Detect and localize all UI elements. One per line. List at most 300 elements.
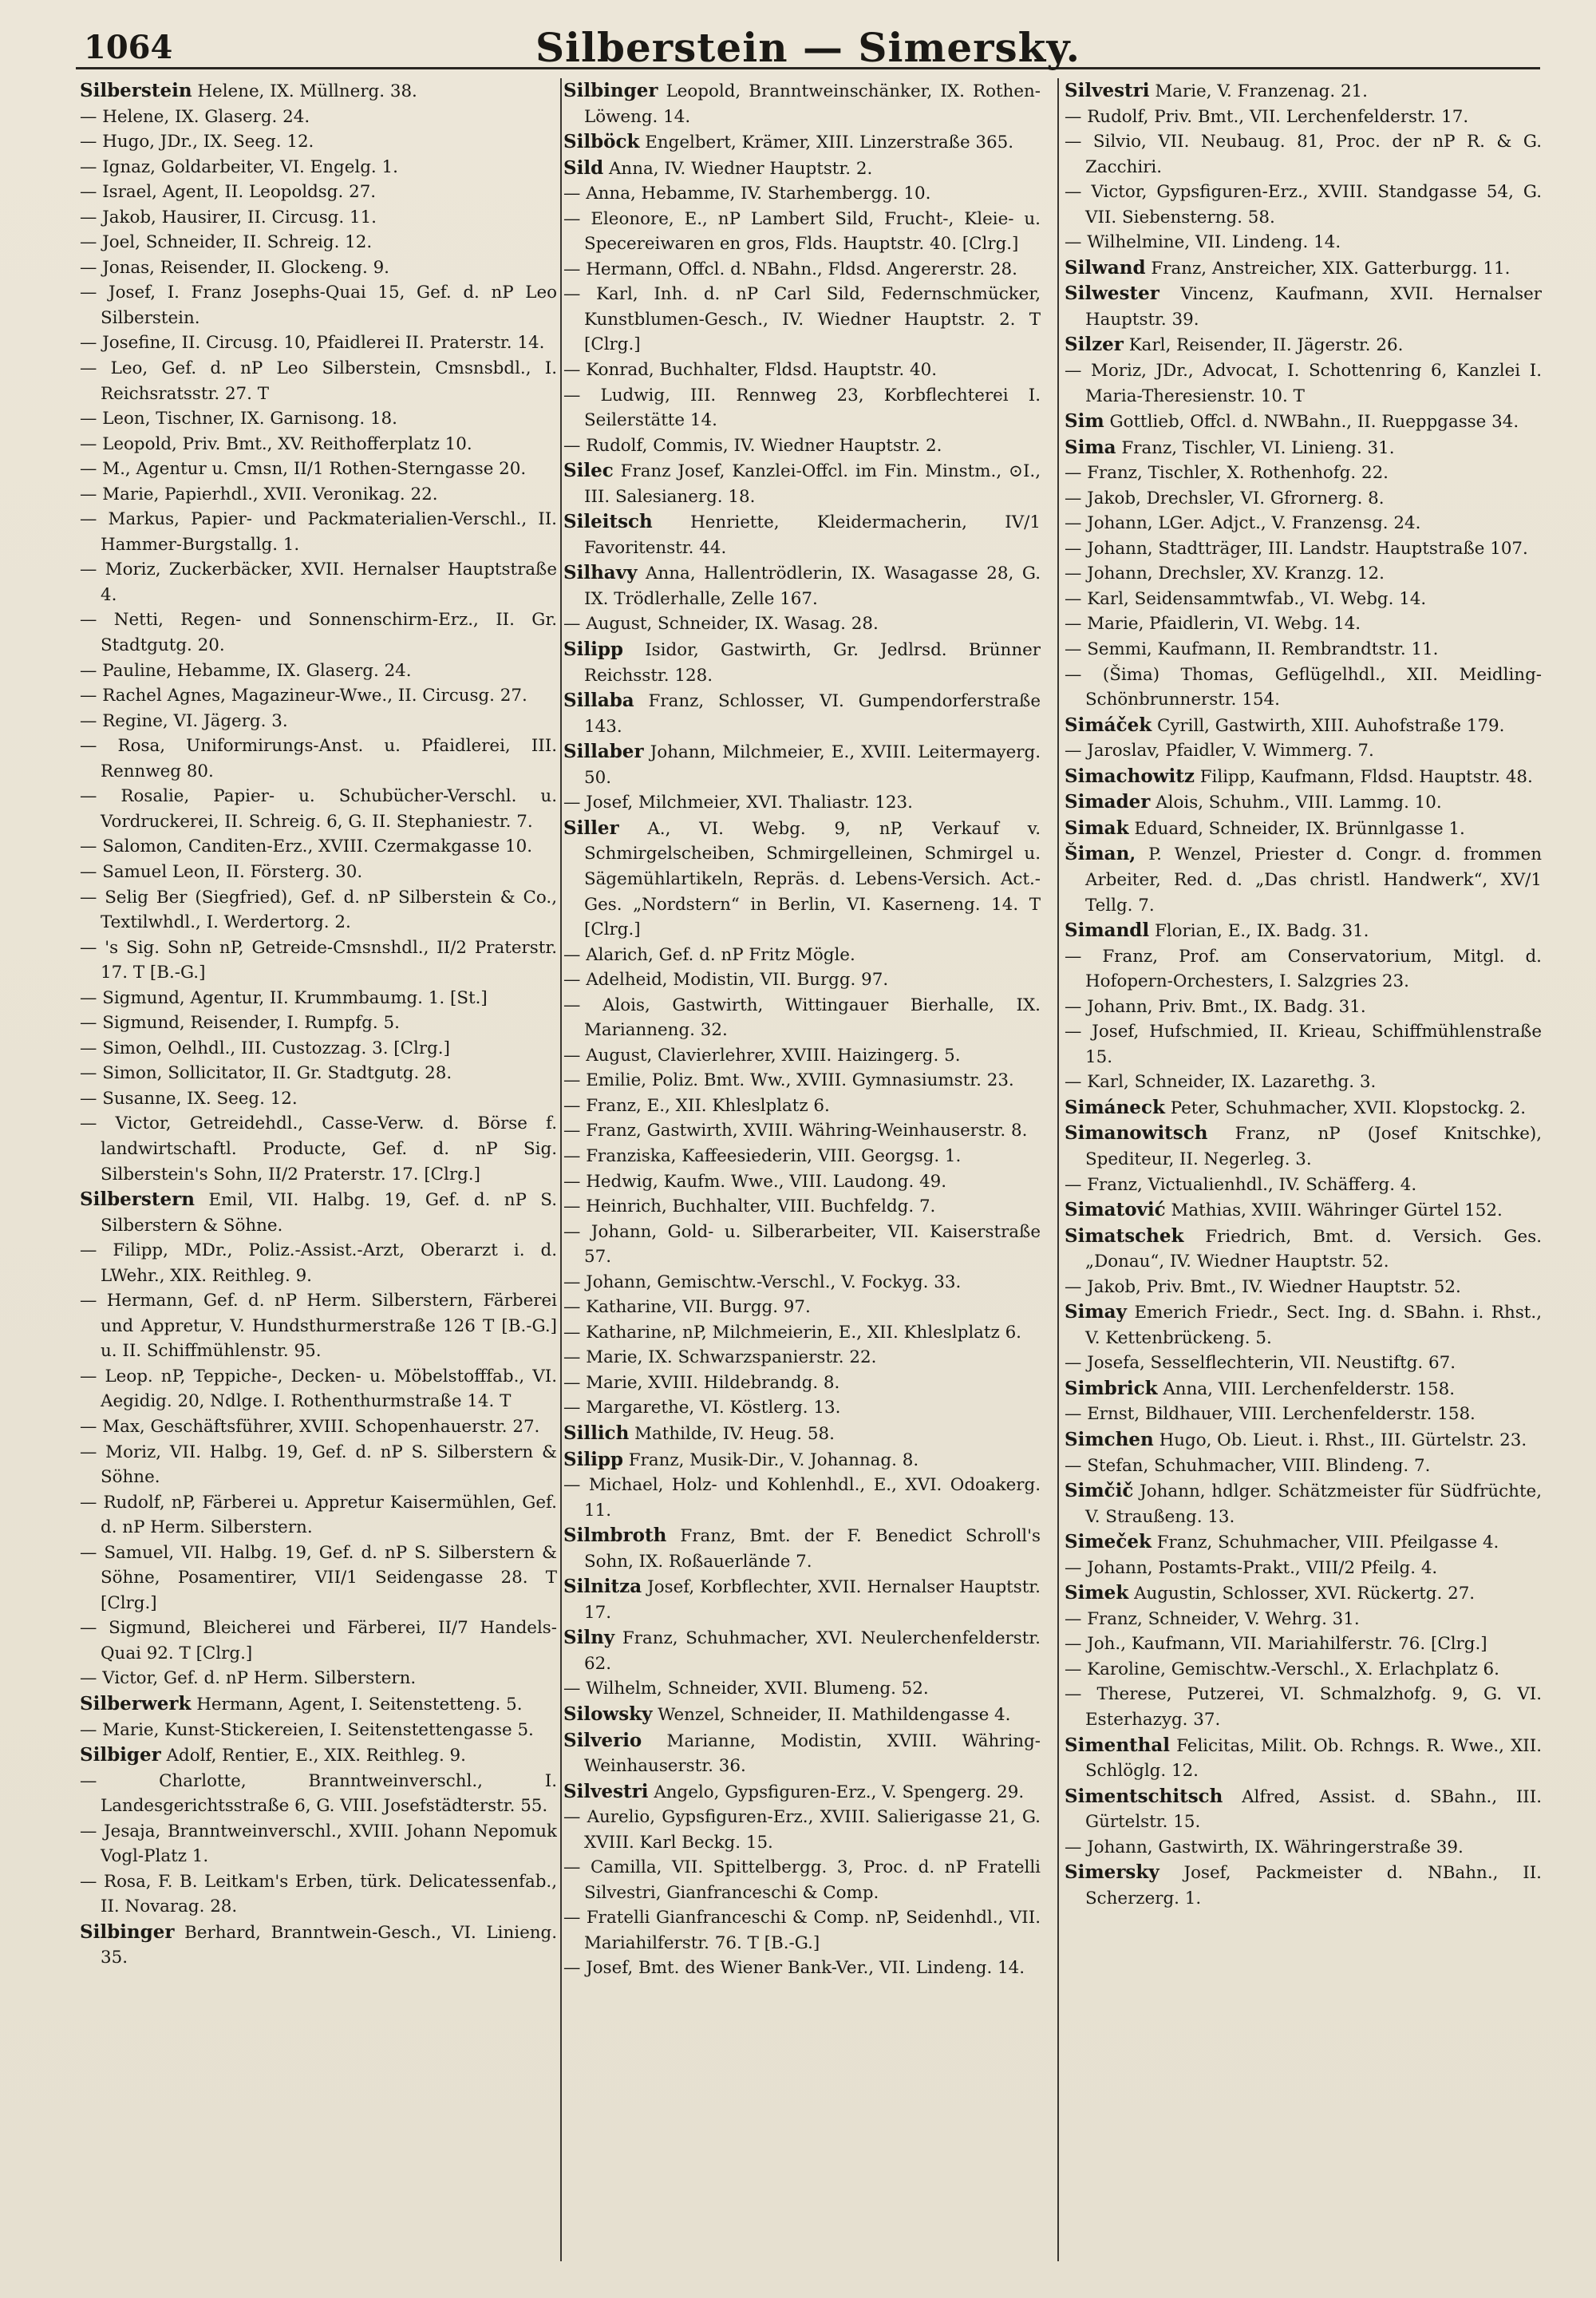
entry-surname: Simchen — [1065, 1428, 1154, 1450]
entry-surname: Simanowitsch — [1065, 1122, 1208, 1145]
entry-surname: Simatschek — [1065, 1224, 1184, 1247]
directory-entry — [1065, 1121, 1542, 1172]
entry-text: — Johann, Gemischtw.-Verschl., V. Fockyg. 33. — [563, 1272, 962, 1292]
directory-entry — [1065, 1454, 1542, 1479]
entry-surname: Silberwerk — [80, 1693, 192, 1715]
entry-text: — Leop. nP, Teppiche-, Decken- u. Möbelstofffab., VI. Aegidig. 20, Ndlge. I. Rothenthurmstraße 14. T — [80, 1366, 557, 1412]
directory-entry — [1065, 1275, 1542, 1300]
directory-entry — [563, 1905, 1041, 1956]
directory-entry — [563, 688, 1041, 739]
directory-entry — [563, 78, 1041, 129]
entry-text: Johann, hdlger. Schätzmeister für Südfrüchte, V. Straußeng. 13. — [1085, 1481, 1542, 1527]
entry-surname: Sima — [1065, 436, 1116, 458]
directory-entry — [1065, 281, 1542, 332]
running-head: Silberstein — Simersky. — [535, 24, 1081, 71]
entry-text: Engelbert, Krämer, XIII. Linzerstraße 365. — [639, 133, 1014, 153]
directory-entry — [80, 1187, 557, 1238]
entry-surname: Silipp — [563, 639, 623, 661]
directory-entry — [563, 1855, 1041, 1905]
entry-surname: Simenthal — [1065, 1734, 1171, 1756]
directory-entry — [1065, 230, 1542, 255]
entry-surname: Šiman, — [1065, 843, 1136, 865]
directory-entry — [1065, 435, 1542, 461]
entry-text: — Aurelio, Gypsfiguren-Erz., XVIII. Salierigasse 21, G. XVIII. Karl Beckg. 15. — [563, 1807, 1041, 1853]
entry-text: Cyrill, Gastwirth, XIII. Auhofstraße 179. — [1152, 715, 1505, 736]
entry-text: — August, Schneider, IX. Wasag. 28. — [563, 614, 879, 635]
directory-entry — [80, 1920, 557, 1971]
entry-text: — Simon, Oelhdl., III. Custozzag. 3. [Clrg.] — [80, 1038, 450, 1058]
directory-entry — [563, 383, 1041, 433]
entry-text: — Israel, Agent, II. Leopoldsg. 27. — [80, 182, 377, 203]
directory-entry — [1065, 1197, 1542, 1224]
directory-entry — [80, 860, 557, 885]
column-3 — [1065, 78, 1542, 2265]
entry-surname: Simersky — [1065, 1861, 1159, 1884]
directory-entry — [563, 1043, 1041, 1069]
entry-surname: Silvestri — [563, 1780, 649, 1802]
directory-entry — [80, 1036, 557, 1062]
directory-entry — [80, 1541, 557, 1616]
directory-entry — [563, 1220, 1041, 1270]
directory-entry — [563, 1523, 1041, 1574]
entry-text: — Netti, Regen- und Sonnenschirm-Erz., II. Gr. Stadtgutg. 20. — [80, 610, 557, 656]
entry-text: — Filipp, MDr., Poliz.-Assist.-Arzt, Oberarzt i. d. LWehr., XIX. Reithleg. 9. — [80, 1240, 557, 1286]
entry-surname: Silbinger — [563, 80, 658, 101]
entry-text: — Marie, Pfaidlerin, VI. Webg. 14. — [1065, 614, 1361, 635]
directory-entry — [80, 709, 557, 734]
entry-text: — Samuel, VII. Halbg. 19, Gef. d. nP S. Silberstern & Söhne, Posamentirer, VII/1 Seidengasse 28. T [Clrg.] — [80, 1542, 557, 1613]
directory-entry — [1065, 1632, 1542, 1657]
directory-entry — [563, 1676, 1041, 1702]
entry-text: Hermann, Agent, I. Seitenstetteng. 5. — [191, 1695, 523, 1715]
directory-entry — [80, 432, 557, 457]
entry-text: — Marie, Papierhdl., XVII. Veronikag. 22. — [80, 484, 438, 504]
entry-text: — Marie, Kunst-Stickereien, I. Seitenstettengasse 5. — [80, 1719, 534, 1740]
directory-entry — [563, 1144, 1041, 1169]
entry-surname: Sillich — [563, 1422, 630, 1444]
entry-text: — Rosa, Uniformirungs-Anst. u. Pfaidlerei, III. Rennweg 80. — [80, 736, 557, 781]
entry-text: — Alarich, Gef. d. nP Fritz Mögle. — [563, 944, 855, 965]
entry-text: — Stefan, Schuhmacher, VIII. Blindeng. 7. — [1065, 1455, 1431, 1476]
directory-entry — [1065, 1427, 1542, 1454]
entry-surname: Simader — [1065, 791, 1151, 813]
entry-surname: Silowsky — [563, 1703, 653, 1725]
entry-text: Emerich Friedr., Sect. Ing. d. SBahn. i. Rhst., V. Kettenbrückeng. 5. — [1085, 1303, 1542, 1348]
directory-entry — [1065, 1095, 1542, 1121]
column-2 — [563, 78, 1041, 2265]
entry-text: — Samuel Leon, II. Försterg. 30. — [80, 861, 363, 882]
entry-text: — Simon, Sollicitator, II. Gr. Stadtgutg. 28. — [80, 1063, 452, 1084]
directory-entry — [80, 1364, 557, 1414]
entry-text: — Hermann, Offcl. d. NBahn., Fldsd. Angererstr. 28. — [563, 259, 1017, 279]
entry-text: — Ludwig, III. Rennweg 23, Korbflechterei I. Seilerstätte 14. — [563, 385, 1041, 431]
directory-entry — [563, 129, 1041, 156]
directory-entry — [1065, 1224, 1542, 1275]
directory-entry — [1065, 78, 1542, 105]
entry-text: — Therese, Putzerei, VI. Schmalzhofg. 9, G. VI. Esterhazyg. 37. — [1065, 1684, 1542, 1730]
entry-text: Anna, VIII. Lerchenfelderstr. 158. — [1157, 1378, 1456, 1399]
directory-entry — [1065, 1478, 1542, 1529]
entry-text: Josef, Korbflechter, XVII. Hernalser Hauptstr. 17. — [584, 1577, 1041, 1623]
entry-surname: Silvestri — [1065, 80, 1150, 101]
entry-text: — Semmi, Kaufmann, II. Rembrandtstr. 11. — [1065, 639, 1439, 660]
entry-text: Leopold, Branntweinschänker, IX. Rothen-Löweng. 14. — [584, 81, 1041, 127]
entry-text: Adolf, Rentier, E., XIX. Reithleg. 9. — [160, 1746, 466, 1766]
directory-entry — [1065, 1733, 1542, 1784]
directory-entry — [563, 1728, 1041, 1779]
entry-surname: Sillaber — [563, 741, 644, 763]
entry-text: Alois, Schuhm., VIII. Lammg. 10. — [1150, 793, 1442, 813]
directory-entry — [80, 1666, 557, 1691]
entry-text: — Jonas, Reisender, II. Glockeng. 9. — [80, 257, 389, 278]
directory-entry — [80, 784, 557, 834]
directory-entry — [80, 986, 557, 1011]
directory-entry — [563, 1473, 1041, 1523]
entry-text: — Moriz, VII. Halbg. 19, Gef. d. nP S. Silberstern & Söhne. — [80, 1442, 557, 1488]
directory-entry — [80, 557, 557, 607]
directory-entry — [1065, 1835, 1542, 1861]
entry-text: — Johann, Priv. Bmt., IX. Badg. 31. — [1065, 996, 1366, 1017]
directory-entry — [563, 943, 1041, 968]
entry-surname: Simeček — [1065, 1531, 1152, 1553]
entry-text: — Moriz, Zuckerbäcker, XVII. Hernalser Hauptstraße 4. — [80, 560, 557, 605]
entry-text: — Josef, Hufschmied, II. Krieau, Schiffmühlenstraße 15. — [1065, 1022, 1542, 1067]
entry-text: — Hermann, Gef. d. nP Herm. Silberstern, Färberei und Appretur, V. Hundsthurmerstraße 126 T [B.-G.] u. II. Schiffmühlenstr. 95. — [80, 1291, 557, 1362]
directory-entry — [80, 683, 557, 709]
entry-text: — Franz, Victualienhdl., IV. Schäfferg. 4. — [1065, 1174, 1417, 1195]
directory-entry — [80, 330, 557, 356]
directory-entry — [1065, 561, 1542, 587]
entry-text: Emil, VII. Halbg. 19, Gef. d. nP S. Silberstern & Söhne. — [101, 1190, 557, 1236]
entry-text: — Sigmund, Agentur, II. Krummbaumg. 1. [St.] — [80, 987, 488, 1008]
entry-text: — Ernst, Bildhauer, VIII. Lerchenfelderstr. 158. — [1065, 1404, 1476, 1425]
entry-text: Marie, V. Franzenag. 21. — [1149, 81, 1368, 101]
entry-text: — Franz, E., XII. Khleslplatz 6. — [563, 1095, 830, 1116]
directory-entry — [1065, 105, 1542, 130]
entry-text: Franz, Schlosser, VI. Gumpendorferstraße 143. — [584, 691, 1041, 737]
directory-entry — [563, 1320, 1041, 1346]
directory-entry — [1065, 944, 1542, 995]
entry-text: — Adelheid, Modistin, VII. Burgg. 97. — [563, 970, 889, 991]
entry-text: — Karl, Seidensammtwfab., VI. Webg. 14. — [1065, 588, 1427, 609]
directory-entry — [80, 507, 557, 557]
entry-text: — Sigmund, Reisender, I. Rumpfg. 5. — [80, 1013, 400, 1034]
directory-entry — [563, 1370, 1041, 1396]
entry-text: Peter, Schuhmacher, XVII. Klopstockg. 2. — [1164, 1098, 1527, 1118]
entry-surname: Sim — [1065, 410, 1104, 433]
directory-entry — [80, 129, 557, 155]
directory-entry — [1065, 486, 1542, 512]
entry-text: Felicitas, Milit. Ob. Rchngs. R. Wwe., XII. Schlöglg. 12. — [1085, 1735, 1542, 1782]
directory-entry — [1065, 1682, 1542, 1732]
directory-entry — [1065, 1860, 1542, 1911]
directory-entry — [1065, 180, 1542, 230]
directory-entry — [80, 406, 557, 432]
directory-entry — [563, 1194, 1041, 1220]
directory-entry — [563, 560, 1041, 611]
entry-text: — Karl, Schneider, IX. Lazarethg. 3. — [1065, 1072, 1377, 1093]
directory-entry — [80, 1819, 557, 1869]
entry-surname: Simáček — [1065, 714, 1152, 736]
entry-text: A., VI. Webg. 9, nP, Verkauf v. Schmirgelscheiben, Schmirgelleinen, Schmirgel u. Sägemühlartikeln, Repräs. d. Lebens-Versich. Act.-Ges. „Nordstern“ in Berlin, VI. Kaserneng. 14. T [Clrg.] — [584, 818, 1041, 940]
entry-text: Angelo, Gypsfiguren-Erz., V. Spengerg. 29. — [648, 1782, 1025, 1802]
directory-entry — [563, 1295, 1041, 1320]
directory-entry — [80, 1440, 557, 1490]
directory-entry — [80, 205, 557, 231]
entry-text: — Max, Geschäftsführer, XVIII. Schopenhauerstr. 27. — [80, 1416, 540, 1437]
directory-entry — [1065, 409, 1542, 435]
entry-surname: Simáneck — [1065, 1096, 1165, 1118]
directory-entry — [1065, 1529, 1542, 1556]
entry-text: — Pauline, Hebamme, IX. Glaserg. 24. — [80, 660, 412, 681]
directory-entry — [1065, 1657, 1542, 1683]
directory-entry — [1065, 1070, 1542, 1095]
directory-entry — [563, 1447, 1041, 1473]
entry-text: Isidor, Gastwirth, Gr. Jedlrsd. Brünner Reichsstr. 128. — [584, 640, 1041, 686]
entry-text: — Johann, Postamts-Prakt., VIII/2 Pfeilg. 4. — [1065, 1557, 1438, 1578]
entry-text: — M., Agentur u. Cmsn, II/1 Rothen-Sterngasse 20. — [80, 459, 527, 480]
entry-text: — Joh., Kaufmann, VII. Mariahilferstr. 76. [Clrg.] — [1065, 1634, 1487, 1655]
directory-entry — [563, 1118, 1041, 1144]
entry-text: — Rudolf, Commis, IV. Wiedner Hauptstr. 2. — [563, 435, 942, 456]
entry-text: Anna, IV. Wiedner Hauptstr. 2. — [603, 158, 873, 179]
entry-surname: Silnitza — [563, 1576, 642, 1598]
directory-entry — [1065, 1402, 1542, 1427]
entry-text: Wenzel, Schneider, II. Mathildengasse 4. — [652, 1705, 1011, 1725]
entry-text: Mathias, XVIII. Währinger Gürtel 152. — [1165, 1200, 1503, 1221]
entry-text: Franz, nP (Josef Knitschke), Spediteur, II. Negerleg. 3. — [1085, 1124, 1542, 1169]
entry-surname: Silzer — [1065, 334, 1124, 356]
directory-entry — [80, 78, 557, 105]
entry-text: — Franz, Gastwirth, XVIII. Währing-Weinhauserstr. 8. — [563, 1121, 1028, 1141]
entry-text: — Jaroslav, Pfaidler, V. Wimmerg. 7. — [1065, 741, 1374, 761]
directory-entry — [80, 230, 557, 255]
directory-entry — [80, 734, 557, 784]
directory-entry — [563, 1421, 1041, 1447]
entry-surname: Siller — [563, 817, 619, 839]
entry-text: — Moriz, JDr., Advocat, I. Schottenring 6, Kanzlei I. Maria-Theresienstr. 10. T — [1065, 361, 1542, 406]
directory-entry — [1065, 995, 1542, 1020]
directory-entry — [563, 1169, 1041, 1195]
entry-text: — Johann, Gold- u. Silberarbeiter, VII. Kaiserstraße 57. — [563, 1221, 1041, 1268]
entry-text: Florian, E., IX. Badg. 31. — [1149, 921, 1369, 942]
entry-surname: Sillaba — [563, 690, 634, 712]
entry-text: Mathilde, IV. Heug. 58. — [629, 1423, 835, 1444]
directory-entry — [1065, 1351, 1542, 1376]
entry-surname: Simak — [1065, 817, 1129, 839]
directory-entry — [563, 257, 1041, 283]
directory-entry — [563, 1574, 1041, 1625]
directory-entry — [80, 1691, 557, 1718]
directory-entry — [563, 816, 1041, 943]
directory-entry — [563, 790, 1041, 816]
directory-entry — [563, 1094, 1041, 1119]
entry-text: Alfred, Assist. d. SBahn., III. Gürtelstr. 15. — [1085, 1786, 1542, 1833]
entry-text: — Josef, I. Franz Josephs-Quai 15, Gef. d. nP Leo Silberstein. — [80, 283, 557, 328]
entry-text: — Heinrich, Buchhalter, VIII. Buchfeldg. 7. — [563, 1196, 936, 1217]
directory-entry — [1065, 1019, 1542, 1070]
entry-text: — Wilhelm, Schneider, XVII. Blumeng. 52. — [563, 1679, 929, 1699]
directory-entry — [563, 181, 1041, 207]
entry-text: P. Wenzel, Priester d. Congr. d. frommen Arbeiter, Red. d. „Das christl. Handwerk“, XV/1 Tellg. 7. — [1085, 844, 1542, 916]
entry-text: — Josef, Bmt. des Wiener Bank-Ver., VII. Lindeng. 14. — [563, 1958, 1025, 1979]
entry-surname: Simentschitsch — [1065, 1785, 1223, 1807]
entry-surname: Silwand — [1065, 256, 1146, 279]
entry-surname: Sild — [563, 156, 604, 179]
entry-surname: Simay — [1065, 1301, 1127, 1323]
entry-surname: Simandl — [1065, 920, 1150, 942]
directory-entry — [563, 1625, 1041, 1676]
directory-entry — [80, 834, 557, 860]
entry-text: Franz Josef, Kanzlei-Offcl. im Fin. Minstm., ⊙I., III. Salesianerg. 18. — [584, 461, 1041, 507]
entry-text: Henriette, Kleidermacherin, IV/1 Favoritenstr. 44. — [584, 512, 1041, 558]
entry-text: — Rosa, F. B. Leitkam's Erben, türk. Delicatessenfab., II. Novarag. 28. — [80, 1871, 557, 1917]
directory-entry — [563, 611, 1041, 637]
entry-text: Franz, Schuhmacher, XVI. Neulerchenfelderstr. 62. — [584, 1628, 1041, 1674]
directory-entry — [1065, 789, 1542, 816]
entry-text: — Franz, Prof. am Conservatorium, Mitgl. d. Hofopern-Orchesters, I. Salzgries 23. — [1065, 946, 1542, 992]
entry-text: — Jakob, Priv. Bmt., IV. Wiedner Hauptstr. 52. — [1065, 1276, 1461, 1297]
directory-entry — [563, 1779, 1041, 1806]
directory-entry — [1065, 255, 1542, 282]
directory-entry — [80, 935, 557, 986]
directory-entry — [80, 457, 557, 482]
entry-text: Gottlieb, Offcl. d. NWBahn., II. Rueppgasse 34. — [1104, 412, 1519, 433]
entry-text: Franz, Tischler, VI. Linieng. 31. — [1116, 437, 1395, 458]
directory-entry — [80, 105, 557, 130]
directory-entry — [80, 255, 557, 281]
entry-surname: Simčič — [1065, 1480, 1134, 1502]
entry-text: — Josef, Milchmeier, XVI. Thaliastr. 123. — [563, 793, 913, 813]
entry-surname: Silverio — [563, 1729, 642, 1751]
directory-entry — [1065, 1173, 1542, 1198]
entry-text: — Salomon, Canditen-Erz., XVIII. Czermakgasse 10. — [80, 837, 533, 857]
directory-entry — [563, 156, 1041, 182]
directory-entry — [1065, 663, 1542, 713]
entry-text: — Selig Ber (Siegfried), Gef. d. nP Silberstein & Co., Textilwhdl., I. Werdertorg. 2. — [80, 887, 557, 933]
entry-text: — Johann, Drechsler, XV. Kranzg. 12. — [1065, 564, 1385, 584]
directory-entry — [80, 1869, 557, 1920]
entry-text: — Marie, XVIII. Hildebrandg. 8. — [563, 1372, 840, 1393]
entry-text: — Josefine, II. Circusg. 10, Pfaidlerei II. Praterstr. 14. — [80, 333, 545, 354]
entry-text: — Konrad, Buchhalter, Fldsd. Hauptstr. 40. — [563, 360, 938, 381]
entry-text: — Fratelli Gianfranceschi & Comp. nP, Seidenhdl., VII. Mariahilferstr. 76. T [B.-G.] — [563, 1908, 1041, 1953]
directory-entry — [1065, 816, 1542, 842]
directory-entry — [1065, 461, 1542, 486]
entry-text: Franz, Anstreicher, XIX. Gatterburgg. 11. — [1145, 258, 1511, 279]
entry-text: — Joel, Schneider, II. Schreig. 12. — [80, 232, 373, 253]
entry-surname: Silny — [563, 1627, 615, 1649]
directory-entry — [80, 1490, 557, 1541]
entry-surname: Silberstern — [80, 1189, 195, 1211]
directory-entry — [563, 637, 1041, 688]
entry-surname: Simatović — [1065, 1199, 1166, 1221]
entry-text: — Ignaz, Goldarbeiter, VI. Engelg. 1. — [80, 156, 398, 177]
directory-entry — [563, 1345, 1041, 1370]
entry-text: — Anna, Hebamme, IV. Starhembergg. 10. — [563, 184, 931, 204]
entry-text: — Alois, Gastwirth, Wittingauer Bierhalle, IX. Marianneng. 32. — [563, 995, 1041, 1041]
entry-text: — Johann, Gastwirth, IX. Währingerstraße 39. — [1065, 1837, 1464, 1857]
entry-text: — (Šima) Thomas, Geflügelhdl., XII. Meidling-Schönbrunnerstr. 154. — [1065, 664, 1542, 710]
entry-text: — Helene, IX. Glaserg. 24. — [80, 106, 310, 127]
directory-entry — [80, 155, 557, 180]
directory-entry — [1065, 611, 1542, 637]
directory-entry — [80, 482, 557, 508]
entry-text: — Victor, Getreidehdl., Casse-Verw. d. Börse f. landwirtschaftl. Producte, Gef. d. nP Sig. Silberstein's Sohn, II/2 Praterstr. 17. [Clrg.] — [80, 1113, 557, 1185]
entry-text: — Katharine, nP, Milchmeierin, E., XII. Khleslplatz 6. — [563, 1322, 1021, 1343]
entry-text: Johann, Milchmeier, E., XVIII. Leitermayerg. 50. — [584, 742, 1041, 788]
directory-entry — [80, 659, 557, 684]
entry-text: Franz, Schuhmacher, VIII. Pfeilgasse 4. — [1151, 1533, 1499, 1553]
entry-text: Eduard, Schneider, IX. Brünnlgasse 1. — [1128, 818, 1465, 839]
entry-text: — Eleonore, E., nP Lambert Sild, Frucht-, Kleie- u. Specereiwaren en gros, Flds. Hauptstr. 40. [Clrg.] — [563, 208, 1041, 255]
directory-entry — [80, 1011, 557, 1036]
entry-text: Helene, IX. Müllnerg. 38. — [192, 81, 417, 101]
entry-text: Hugo, Ob. Lieut. i. Rhst., III. Gürtelstr. 23. — [1153, 1430, 1527, 1450]
directory-entry — [80, 1288, 557, 1364]
entry-text: — Emilie, Poliz. Bmt. Ww., XVIII. Gymnasiumstr. 23. — [563, 1070, 1014, 1091]
directory-entry — [563, 1702, 1041, 1728]
entry-text: — Karoline, Gemischtw.-Verschl., X. Erlachplatz 6. — [1065, 1659, 1499, 1679]
entry-text: — Silvio, VII. Neubaug. 81, Proc. der nP R. & G. Zacchiri. — [1065, 132, 1542, 177]
directory-entry — [80, 1086, 557, 1112]
directory-entry — [563, 1395, 1041, 1421]
entry-text: — Regine, VI. Jägerg. 3. — [80, 710, 288, 731]
entry-text: — Victor, Gef. d. nP Herm. Silberstern. — [80, 1668, 417, 1689]
directory-entry — [563, 1956, 1041, 1981]
entry-text: Karl, Reisender, II. Jägerstr. 26. — [1123, 335, 1404, 356]
entry-text: — Leon, Tischner, IX. Garnisong. 18. — [80, 409, 397, 429]
entry-text: — Margarethe, VI. Köstlerg. 13. — [563, 1398, 841, 1418]
directory-entry — [1065, 764, 1542, 790]
directory-entry — [1065, 129, 1542, 180]
entry-text: — Hugo, JDr., IX. Seeg. 12. — [80, 132, 314, 152]
entry-surname: Silbiger — [80, 1744, 161, 1766]
directory-entry — [563, 1270, 1041, 1295]
directory-entry — [563, 739, 1041, 790]
entry-text: — Hedwig, Kaufm. Wwe., VIII. Laudong. 49. — [563, 1171, 947, 1192]
directory-entry — [80, 1742, 557, 1769]
directory-entry — [563, 993, 1041, 1043]
directory-entry — [563, 509, 1041, 560]
entry-text: — 's Sig. Sohn nP, Getreide-Cmsnshdl., II/2 Praterstr. 17. T [B.-G.] — [80, 937, 557, 983]
entry-surname: Silböck — [563, 131, 640, 153]
entry-text: Anna, Hallentrödlerin, IX. Wasagasse 28, G. IX. Trödlerhalle, Zelle 167. — [584, 564, 1041, 609]
column-1 — [80, 78, 557, 2265]
entry-surname: Silwester — [1065, 283, 1159, 305]
directory-entry — [1065, 511, 1542, 536]
directory-entry — [1065, 1376, 1542, 1402]
entry-surname: Silberstein — [80, 80, 192, 101]
entry-surname: Silmbroth — [563, 1525, 667, 1547]
directory-entry — [563, 1068, 1041, 1094]
entry-text: Josef, Packmeister d. NBahn., II. Scherzerg. 1. — [1085, 1863, 1542, 1908]
directory-entry — [1065, 587, 1542, 612]
column-divider — [560, 78, 562, 2261]
directory-entry — [80, 1616, 557, 1666]
directory-entry — [1065, 1299, 1542, 1351]
directory-entry — [1065, 1556, 1542, 1581]
entry-text: — Sigmund, Bleicherei und Färberei, II/7 Handels-Quai 92. T [Clrg.] — [80, 1618, 557, 1663]
entry-text: — Johann, Stadtträger, III. Landstr. Hauptstraße 107. — [1065, 538, 1528, 559]
directory-entry — [1065, 738, 1542, 764]
entry-text: — Charlotte, Branntweinverschl., I. Landesgerichtsstraße 6, G. VIII. Josefstädterstr. 55. — [80, 1770, 557, 1817]
entry-surname: Simek — [1065, 1582, 1129, 1604]
directory-entry — [563, 967, 1041, 993]
directory-entry — [1065, 841, 1542, 918]
entry-text: Franz, Bmt. der F. Benedict Schroll's Sohn, IX. Roßauerlände 7. — [584, 1526, 1041, 1572]
directory-entry — [1065, 713, 1542, 739]
